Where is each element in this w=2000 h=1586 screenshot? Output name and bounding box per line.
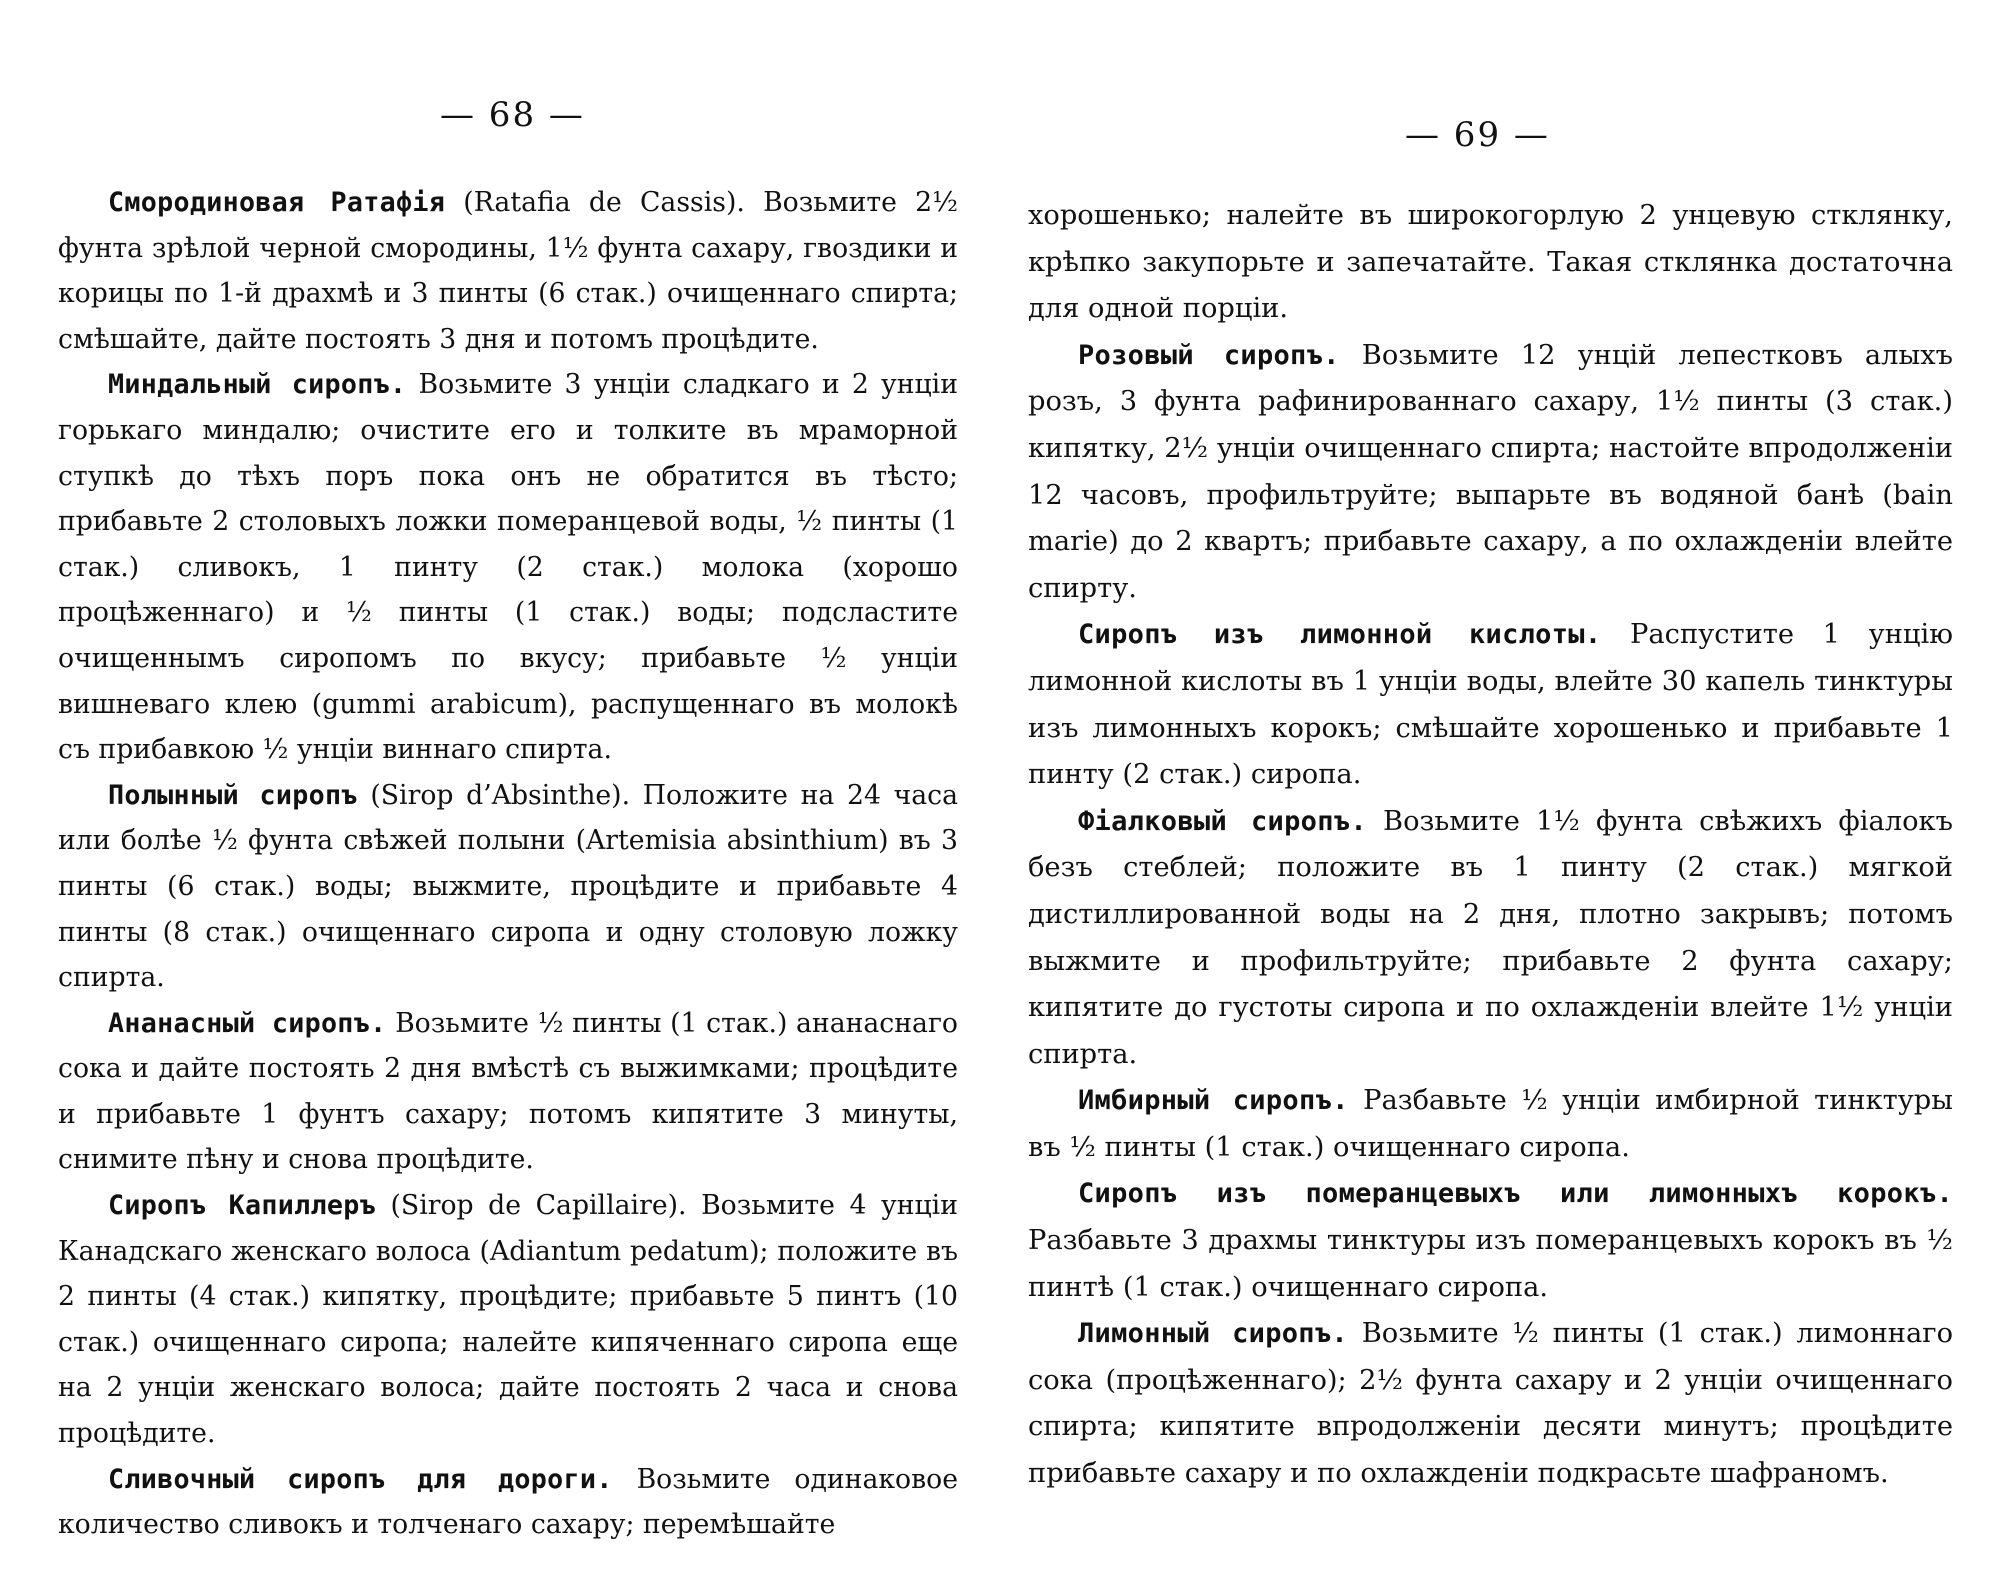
- recipe-paragraph: [1028, 1311, 1953, 1497]
- recipe-title: Лимонный сиропъ.: [1078, 1318, 1348, 1350]
- recipe-title: Миндальный сиропъ.: [108, 369, 407, 401]
- left-text-column: [58, 180, 958, 1548]
- recipe-title: Смородиновая Ратафія: [108, 187, 446, 218]
- page-number-right: — 69 —: [1405, 115, 1550, 155]
- recipe-text: (Sirop d’Absinthe). Положите на 24 часа или болѣе ½ фунта свѣжей полыни (Artemisia absinthium) въ 3 пинты (6 стак.) воды; выжмите, процѣдите и прибавьте 4 пинты (8 стак.) очищеннаго сиропа и одну столовую ложку спирта.: [58, 779, 958, 994]
- recipe-title: Сливочный сиропъ для дороги.: [108, 1463, 613, 1495]
- recipe-paragraph: [58, 1183, 958, 1457]
- recipe-title: Полынный сиропъ: [108, 779, 358, 811]
- recipe-paragraph: [58, 1457, 958, 1548]
- recipe-paragraph: [1028, 612, 1953, 798]
- recipe-title: Сиропъ Капиллеръ: [108, 1190, 376, 1222]
- recipe-paragraph: [1028, 333, 1953, 613]
- recipe-text: Распустите 1 унцію лимонной кислоты въ 1 унціи воды, влейте 30 капель тинктуры изъ лимонныхъ корокъ; смѣшайте хорошенько и прибавьте 1 пинту (2 стак.) сиропа.: [1028, 619, 1953, 791]
- recipe-paragraph: [1028, 799, 1953, 1079]
- recipe-text: Разбавьте 3 драхмы тинктуры изъ померанцевыхъ корокъ въ ½ пинтѣ (1 стак.) очищеннаго сиропа.: [1028, 1225, 1953, 1303]
- recipe-title: Розовый сиропъ.: [1078, 339, 1340, 371]
- recipe-text: Возьмите 1½ фунта свѣжихъ фіалокъ безъ стеблей; положите въ 1 пинту (2 стак.) мягкой дистиллированной воды на 2 дня, плотно закрывъ; потомъ выжмите и профильтруйте; прибавьте 2 фунта сахару; кипятите до густоты сиропа и по охлажденіи влейте 1½ унціи спирта.: [1028, 805, 1953, 1070]
- recipe-text: Возьмите ½ пинты (1 стак.) лимоннаго сока (процѣженнаго); 2½ фунта сахару и 2 унціи очищеннаго спирта; кипятите впродолженіи десяти минутъ; процѣдите прибавьте сахару и по охлажденіи подкрасьте шафраномъ.: [1028, 1318, 1954, 1490]
- recipe-text: Разбавьте ½ унціи имбирной тинктуры въ ½ пинты (1 стак.) очищеннаго сиропа.: [1028, 1085, 1953, 1163]
- recipe-title: Фіалковый сиропъ.: [1078, 805, 1367, 837]
- recipe-text: (Sirop de Capillaire). Возьмите 4 унціи Канадскаго женскаго волоса (Adiantum pedatum); положите въ 2 пинты (4 стак.) кипятку, процѣдите; прибавьте 5 пинтъ (10 стак.) очищеннаго сиропа; налейте кипяченнаго сиропа еще на 2 унціи женскаго волоса; дайте постоять 2 часа и снова процѣдите.: [58, 1190, 958, 1450]
- page-number-left: — 68 —: [440, 95, 585, 135]
- recipe-title: Имбирный сиропъ.: [1078, 1085, 1349, 1117]
- right-page: [1000, 0, 2000, 1586]
- recipe-text: Возьмите 12 унцій лепестковъ алыхъ розъ, 3 фунта рафинированнаго сахару, 1½ пинты (3 стак.) кипятку, 2½ унціи очищеннаго спирта; настойте впродолженіи 12 часовъ, профильтруйте; выпарьте въ водяной банѣ (bain marie) до 2 квартъ; прибавьте сахару, а по охлажденіи влейте спирту.: [1028, 339, 1953, 604]
- recipe-title: Сиропъ изъ лимонной кислоты.: [1078, 619, 1602, 651]
- recipe-paragraph: [1028, 1078, 1953, 1171]
- recipe-text: (Ratafia de Cassis). Возьмите 2½ фунта зрѣлой черной смородины, 1½ фунта сахару, гвоздики и корицы по 1-й драхмѣ и 3 пинты (6 стак.) очищеннаго спирта; смѣшайте, дайте постоять 3 дня и потомъ процѣдите.: [58, 187, 958, 355]
- continuation-paragraph: хорошенько; налейте въ широкогорлую 2 унцевую стклянку, крѣпко закупорьте и запечатайте. Такая стклянка достаточна для одной порціи.: [1028, 200, 1953, 325]
- right-text-column: [1028, 193, 1953, 1498]
- recipe-text: Возьмите ½ пинты (1 стак.) ананаснаго сока и дайте постоять 2 дня вмѣстѣ съ выжимками; процѣдите и прибавьте 1 фунтъ сахару; потомъ кипятите 3 минуты, снимите пѣну и снова процѣдите.: [58, 1007, 959, 1176]
- recipe-paragraph: [1028, 1171, 1953, 1311]
- recipe-paragraph: [58, 1001, 958, 1183]
- recipe-paragraph: [58, 180, 958, 362]
- recipe-text: Возьмите 3 унціи сладкаго и 2 унціи горькаго миндалю; очистите его и толките въ мраморной ступкѣ до тѣхъ поръ пока онъ не обратится въ тѣсто; прибавьте 2 столовыхъ ложки померанцевой воды, ½ пинты (1 стак.) сливокъ, 1 пинту (2 стак.) молока (хорошо процѣженнаго) и ½ пинты (1 стак.) воды; подсластите очищеннымъ сиропомъ по вкусу; прибавьте ½ унціи вишневаго клею (gummi arabicum), распущеннаго въ молокѣ съ прибавкою ½ унціи виннаго спирта.: [58, 369, 958, 766]
- recipe-paragraph: [58, 362, 958, 772]
- recipe-text: Возьмите одинаковое количество сливокъ и толченаго сахару; перемѣшайте: [58, 1463, 958, 1541]
- recipe-title: Сиропъ изъ померанцевыхъ или лимонныхъ корокъ.: [1078, 1178, 1953, 1210]
- recipe-title: Ананасный сиропъ.: [108, 1007, 387, 1039]
- recipe-paragraph: [58, 773, 958, 1001]
